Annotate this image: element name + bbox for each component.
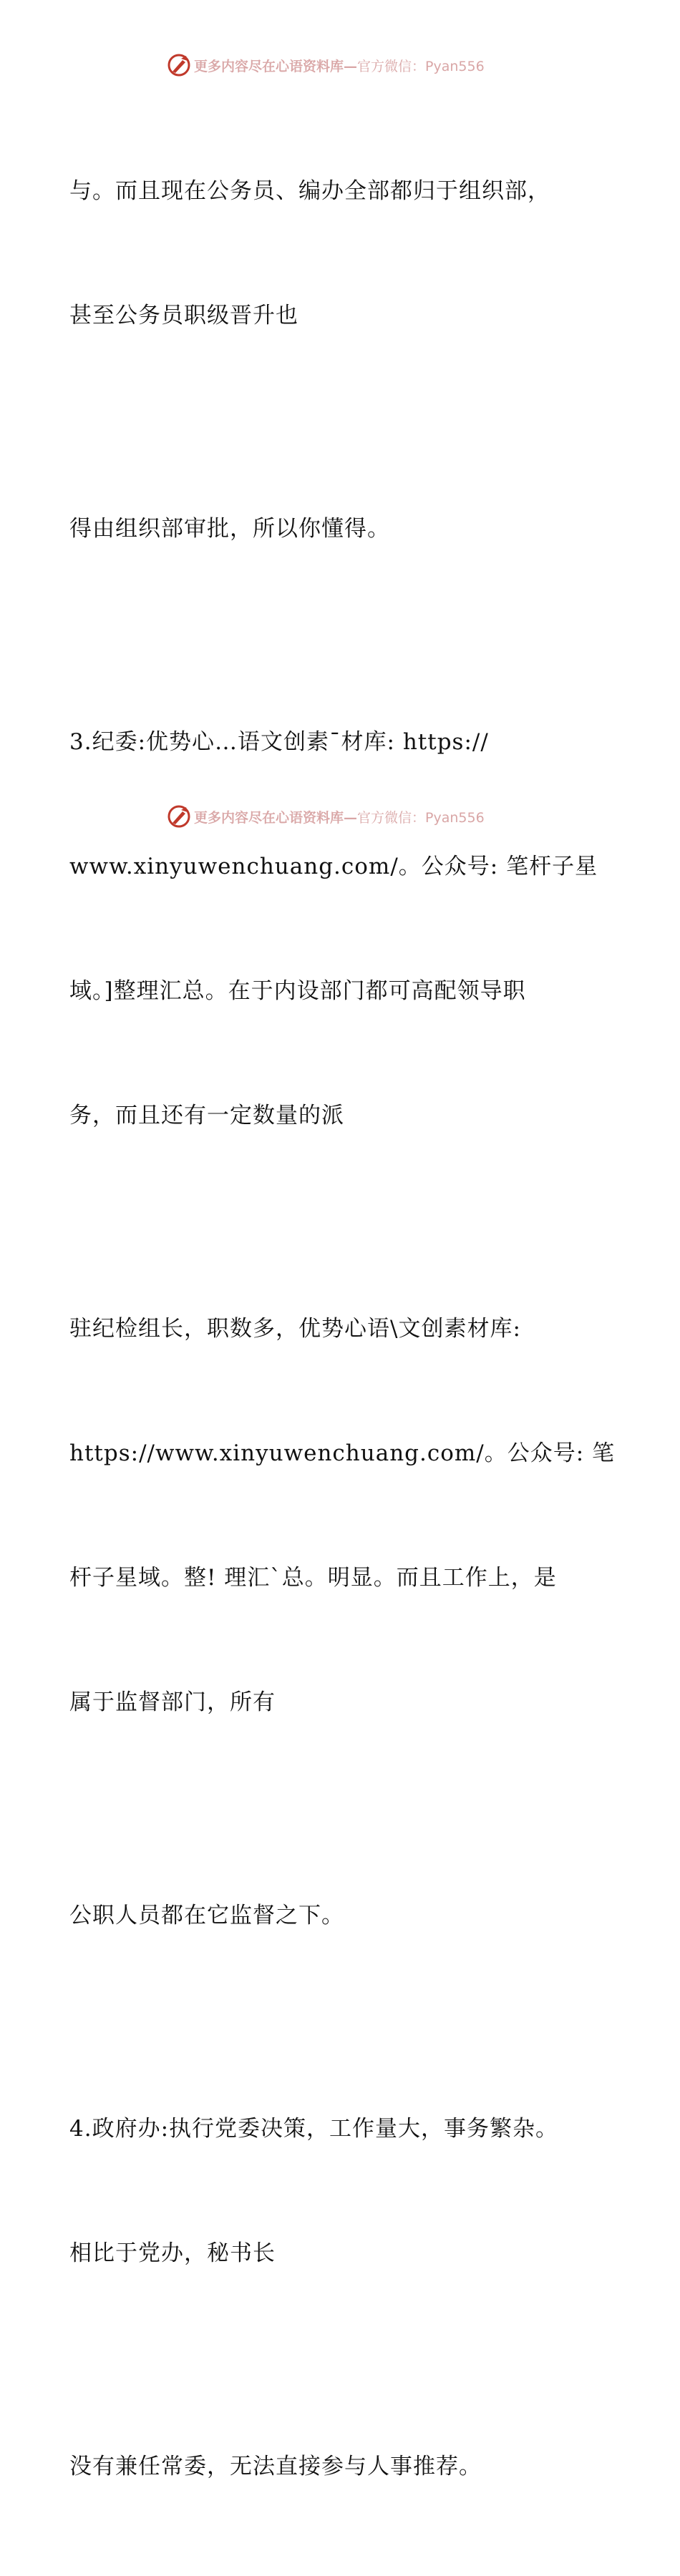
paragraph-line: 3.纪委:优势心…语文创素¯材库: https:// (69, 729, 489, 755)
paragraph-line: 得由组织部审批，所以你懂得。 (69, 516, 390, 542)
paragraph-4 (69, 1225, 616, 1806)
pen-logo-icon (167, 53, 191, 77)
paragraph-7 (69, 2363, 599, 2570)
paragraph-line: 务，而且还有一定数量的派 (69, 1103, 344, 1128)
paragraph-line: 域。]整理汇总。在于内设部门都可高配领导职 (69, 978, 526, 1004)
paragraph-line: https://www.xinyuwenchuang.com/。公众号: 笔 (69, 1440, 616, 1466)
paragraph-line: 相比于党办，秘书长 (69, 2240, 276, 2266)
paragraph-3 (69, 638, 599, 1219)
paragraph-1 (69, 87, 599, 419)
footer-banner (167, 803, 485, 830)
paragraph-line: 甚至公务员职级晋升也 (69, 303, 298, 328)
document-body (69, 87, 616, 2576)
footer-banner-text: 更多内容尽在心语资料库— (194, 809, 358, 826)
paragraph-6 (69, 2025, 599, 2357)
header-banner-text: 更多内容尽在心语资料库— (194, 58, 358, 74)
paragraph-line: 驻纪检组长，职数多，优势心语\文创素材库: (69, 1316, 521, 1342)
paragraph-line: 4.政府办:执行党委决策，工作量大，事务繁杂。 (69, 2116, 559, 2142)
paragraph-line: www.xinyuwenchuang.com/。公众号: 笔杆子星 (69, 854, 598, 879)
paragraph-line: 杆子星域。整! 理汇`总。明显。而且工作上，是 (69, 1565, 557, 1591)
paragraph-line: 属于监督部门，所有 (69, 1689, 276, 1715)
pen-logo-icon (167, 804, 191, 829)
footer-banner-wechat: 官方微信：Pyan556 (357, 809, 485, 826)
header-banner-wechat: 官方微信：Pyan556 (357, 58, 485, 74)
paragraph-line: 公职人员都在它监督之下。 (69, 1903, 344, 1928)
paragraph-2 (69, 425, 599, 633)
header-banner (167, 52, 485, 79)
paragraph-5 (69, 1812, 599, 2019)
paragraph-line: 与。而且现在公务员、编办全部都归于组织部， (69, 178, 550, 204)
paragraph-line: 没有兼任常委，无法直接参与人事推荐。 (69, 2454, 482, 2479)
